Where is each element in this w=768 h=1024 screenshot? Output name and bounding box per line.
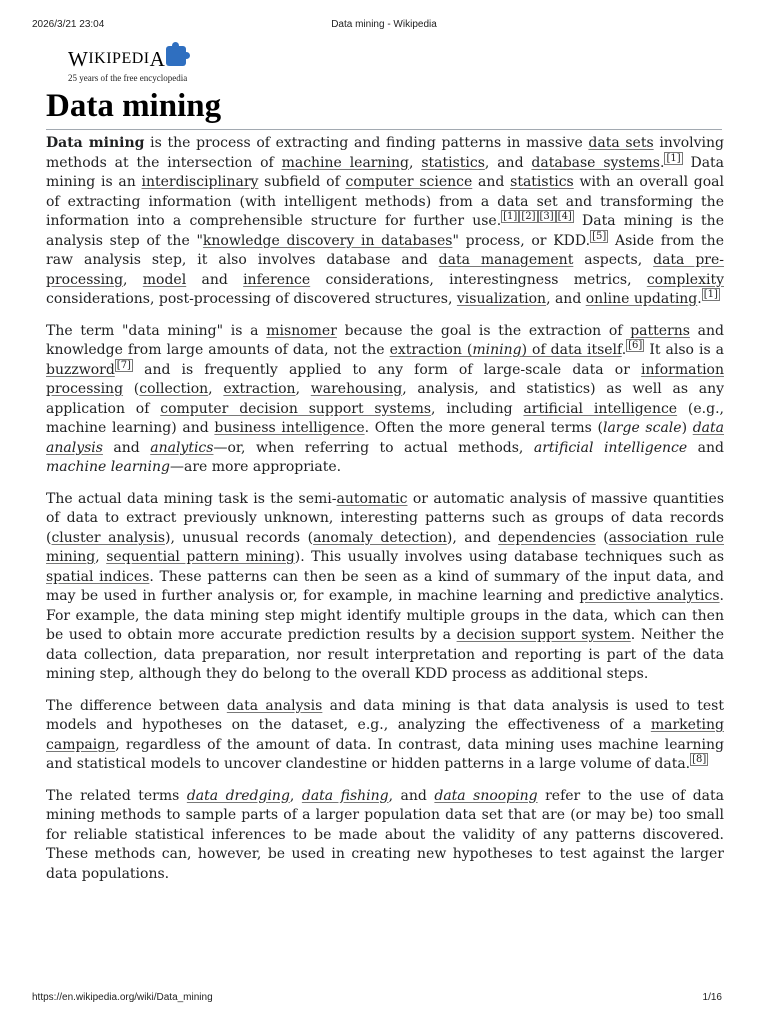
citation[interactable] [501,210,519,223]
wiki-link[interactable]: automatic [336,490,408,507]
wiki-link[interactable]: data sets [588,135,654,151]
text-run: , [295,381,311,397]
text-run: considerations, post-processing of discovered structures, [46,291,457,307]
text-run: and knowledge from large amounts of data, not the [46,322,725,358]
text-run: , regardless of the amount of data. In contrast, data mining uses machine learning and statistical models to uncover clandestine or hidden patterns in a large volume of data. [46,736,724,772]
paragraph [46,134,724,310]
text-run: and [687,439,724,456]
text-run: , [123,271,143,288]
text-run: The actual data mining task is the semi- [46,490,337,507]
text-run: and [472,174,511,190]
paragraph [46,787,724,885]
wiki-link[interactable]: spatial indices [46,568,150,585]
text-run: or automatic analysis of massive quantities of data to extract previously unknown, interesting patterns such as groups of data records ( [46,490,725,546]
text-run: Data mining is an [46,154,725,190]
text-run: . [621,342,627,358]
wiki-link[interactable]: buzzword [46,361,115,378]
citation-link[interactable]: [1] [503,211,518,223]
text-run: subfield of [258,174,346,190]
text-run: The difference between [46,697,227,714]
print-url: https://en.wikipedia.org/wiki/Data_mining [32,992,213,1003]
bold-term: Data mining [46,135,145,151]
text-run: ( [595,529,609,546]
wiki-link[interactable]: data fishing [301,787,389,804]
text-run: is the process of extracting and finding patterns in massive [144,135,589,151]
citation[interactable] [590,230,608,243]
citation-link[interactable]: [2] [521,211,536,223]
wiki-link[interactable]: visualization [456,291,547,307]
citation[interactable] [664,152,682,165]
citation[interactable] [702,288,720,301]
paragraph [46,697,724,775]
logo-tagline: 25 years of the free encyclopedia [68,73,188,83]
wiki-link[interactable]: data snooping [434,787,538,804]
wiki-link[interactable]: warehousing [310,381,403,397]
page-number: 1/16 [702,992,722,1003]
wiki-link[interactable]: machine learning [281,154,409,171]
wikipedia-logo[interactable] [68,47,187,83]
citation-link[interactable]: [1] [703,289,718,301]
text-run: with an overall goal of extracting information (with intelligent methods) from a data set and transforming the information into a comprehensible structure for further use. [46,174,725,229]
wiki-link[interactable]: database systems [531,154,660,171]
citation-link[interactable]: [5] [592,230,607,242]
puzzle-globe-icon [166,46,186,66]
text-run: , including [431,400,524,417]
wiki-link[interactable]: knowledge discovery in databases [202,232,453,249]
citation-link[interactable]: [4] [557,211,572,223]
wiki-link[interactable]: patterns [630,322,690,339]
wiki-link[interactable]: predictive analytics [579,588,720,604]
text-run: The related terms [46,787,187,804]
print-header [32,19,736,33]
wiki-link[interactable]: statistics [421,154,485,171]
wiki-link[interactable]: complexity [646,271,724,288]
wiki-link[interactable]: collection [139,381,209,397]
text-run: and [186,271,244,288]
text-run: large scale [602,420,682,436]
citation-link[interactable]: [1] [666,152,681,164]
text-run: and is frequently applied to any form of large-scale data or [132,361,642,378]
wiki-link[interactable]: extraction ( [389,342,473,358]
text-run: (e.g., machine learning) and [46,400,724,436]
wiki-link[interactable]: data pre-processing [46,252,725,288]
citation-link[interactable]: [7] [116,359,131,371]
citation[interactable] [556,210,574,223]
paragraph [46,490,724,685]
text-run: , [208,381,224,397]
paragraph [46,322,724,478]
wiki-link[interactable]: data analysis [226,697,323,714]
wiki-link[interactable]: decision support system [456,627,631,643]
text-run: , [95,549,107,565]
text-run: . Neither the data collection, data preparation, nor result interpretation and reporting is part of the data mining step, although they do belong to the overall KDD process as additional steps. [46,627,724,682]
text-run: . These patterns can then be seen as a kind of summary of the input data, and may be used in further analysis or, for example, in machine learning and [46,568,724,604]
wiki-link[interactable]: computer decision support systems [160,400,432,417]
wiki-link[interactable]: computer science [345,174,473,190]
wiki-link[interactable]: artificial intelligence [523,400,678,417]
text-run: " process, or KDD. [452,232,591,249]
text-run: involving methods at the intersection of [46,135,725,171]
citation-link[interactable]: [3] [539,211,554,223]
wiki-link[interactable]: information processing [46,361,724,397]
wiki-link[interactable]: business intelligence [214,420,365,436]
citation-link[interactable]: [6] [628,340,643,352]
print-title: Data mining - Wikipedia [331,19,437,30]
citation[interactable] [115,359,133,372]
text-run: . Often the more general terms ( [364,420,603,436]
text-run: considerations, interestingness metrics, [310,271,647,288]
wiki-link[interactable]: sequential pattern mining [106,549,295,565]
text-run: , and [546,291,586,307]
text-run: —or, when referring to actual methods, [213,439,534,456]
text-run: ( [123,381,140,397]
wiki-link[interactable]: data analysis [46,420,724,456]
wiki-link[interactable]: interdisciplinary [141,174,259,190]
page-title: Data mining [46,88,222,124]
text-run: ), unusual records ( [165,529,314,546]
wiki-link[interactable]: misnomer [266,322,337,339]
text-run: . For example, the data mining step might identify multiple groups in the data, which can then be used to obtain more accurate prediction results by a [46,588,724,643]
text-run: aspects, [573,252,654,268]
wiki-link[interactable]: data dredging [186,787,290,804]
text-run: , and [484,154,532,171]
text-run: because the goal is the extraction of [336,322,631,339]
citation[interactable] [690,753,708,766]
text-run: , and [388,787,435,804]
text-run: ) [681,420,693,436]
wikipedia-wordmark: W IKIPEDI A [68,47,187,71]
wiki-link[interactable]: marketing campaign [46,717,724,753]
wiki-link[interactable]: dependencies [498,529,596,546]
article-body [46,134,724,896]
wiki-link[interactable]: mining [472,342,522,358]
wiki-link[interactable]: cluster analysis [51,529,166,546]
text-run: and data mining is that data analysis is used to test models and hypotheses on the dataset, e.g., analyzing the effectiveness of a [46,697,724,733]
text-run: machine learning [46,459,170,475]
text-run: It also is a [644,342,725,358]
wiki-link[interactable]: statistics [510,174,574,190]
text-run: ). This usually involves using database techniques such as [294,549,725,565]
title-divider [46,129,722,130]
wiki-link[interactable]: association rule mining [46,529,724,565]
text-run: The term "data mining" is a [46,322,267,339]
wiki-link[interactable]: extraction [223,381,296,397]
text-run: Aside from the raw analysis step, it also involves database and [46,232,724,268]
wiki-link[interactable]: online updating [585,291,698,307]
wiki-link[interactable]: ) of data itself [521,342,622,358]
text-run: refer to the use of data mining methods to sample parts of a larger population data set that are (or may be) too small for reliable statistical inferences to be made about the validity of any patterns discovered. These methods can, however, be used in creating new hypotheses to test against the larger data populations. [46,787,725,882]
wiki-link[interactable]: model [142,271,187,288]
text-run: , analysis, and statistics) as well as any application of [46,381,725,417]
text-run: , [289,787,302,804]
wiki-link[interactable]: anomaly detection [313,529,447,546]
citation[interactable] [626,339,644,352]
text-run: Data mining is the analysis step of the " [46,213,724,249]
text-run: —are more appropriate. [169,459,342,475]
citation-link[interactable]: [8] [692,754,707,766]
text-run: ), and [446,529,499,546]
citation[interactable] [519,210,537,223]
text-run: . [697,291,702,307]
print-footer [32,992,736,1006]
text-run: . [659,154,665,171]
wiki-link[interactable]: data management [438,252,574,268]
citation[interactable] [538,210,556,223]
print-date: 2026/3/21 23:04 [32,19,105,30]
text-run: artificial intelligence [533,439,688,456]
wiki-link[interactable]: analytics [150,439,214,456]
text-run: and [102,439,151,456]
wiki-link[interactable]: inference [243,271,311,288]
text-run: , [408,154,422,171]
